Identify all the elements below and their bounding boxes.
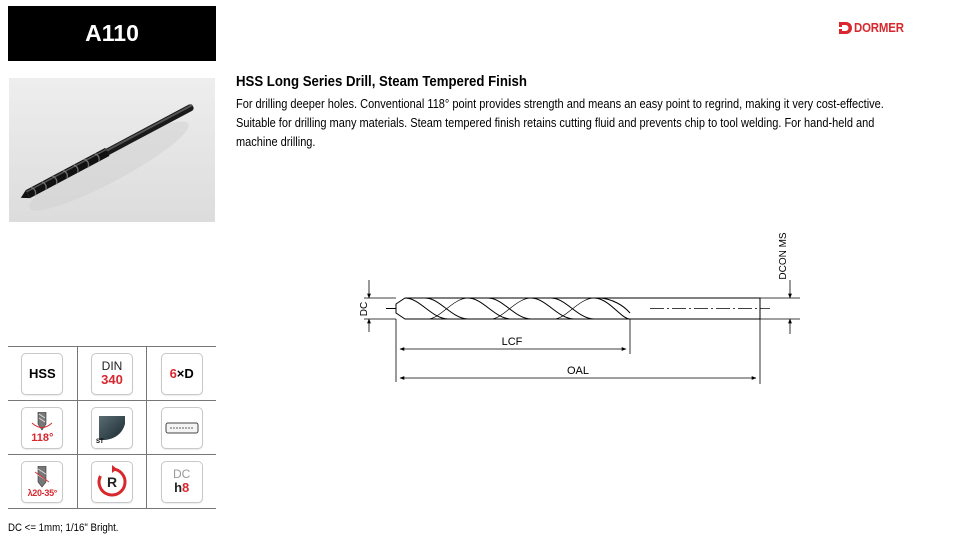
dcon-dimension (760, 280, 800, 334)
lcf-dimension (396, 319, 630, 382)
helix-angle-badge (21, 461, 63, 503)
length-ratio-symbol: ×D (176, 366, 194, 381)
product-photo (9, 78, 215, 222)
drill-dimension-diagram (350, 222, 810, 392)
length-ratio-badge (161, 353, 203, 395)
drill-point-icon (30, 412, 54, 432)
standard-badge (91, 353, 133, 395)
oal-label: OAL (566, 365, 590, 377)
finish-label: ST (96, 438, 104, 445)
material-badge (21, 353, 63, 395)
length-ratio-number: 6 (169, 366, 177, 381)
footnote: DC <= 1mm; 1/16" Bright. (8, 522, 119, 534)
point-angle-badge (21, 407, 63, 449)
cylindrical-shank-icon (165, 421, 199, 435)
standard-number: 340 (101, 372, 123, 387)
shank-badge (161, 407, 203, 449)
tolerance-letter: h (174, 480, 183, 495)
dormer-logo-icon (838, 21, 852, 35)
tolerance-label: DC (173, 467, 191, 481)
rotation-label: R (106, 473, 118, 490)
product-code-box (8, 6, 216, 61)
finish-badge (91, 407, 133, 449)
tolerance-number: 8 (182, 480, 190, 495)
steam-temper-icon (97, 414, 127, 442)
dc-label: DC (359, 301, 370, 317)
drill-photo-image (9, 78, 215, 222)
right-hand-rotation-icon (95, 465, 129, 499)
brand-logo (838, 20, 911, 35)
helix-angle-label: λ20-35° (27, 487, 58, 498)
brand-name: DORMER (854, 20, 904, 35)
drill-outline (386, 298, 770, 319)
rotation-badge (91, 461, 133, 503)
helix-drill-icon (32, 466, 52, 488)
material-label: HSS (28, 366, 56, 381)
product-description: For drilling deeper holes. Conventional 118° point provides strength and means an easy point to regrind, making it very cost-effective. Suitable for drilling many materials. Steam tempered finish retains cutting fluid and prevents chip to tool welding. For hand-held and machine drilling. (236, 97, 884, 149)
feature-icon-grid (8, 346, 216, 509)
lcf-label: LCF (501, 336, 523, 348)
product-title: HSS Long Series Drill, Steam Tempered Finish (236, 73, 527, 90)
tolerance-badge (161, 461, 203, 503)
dcon-label: DCON MS (778, 232, 789, 280)
point-angle-label: 118° (31, 431, 54, 444)
standard-label: DIN (101, 359, 123, 373)
product-code: A110 (85, 20, 139, 46)
